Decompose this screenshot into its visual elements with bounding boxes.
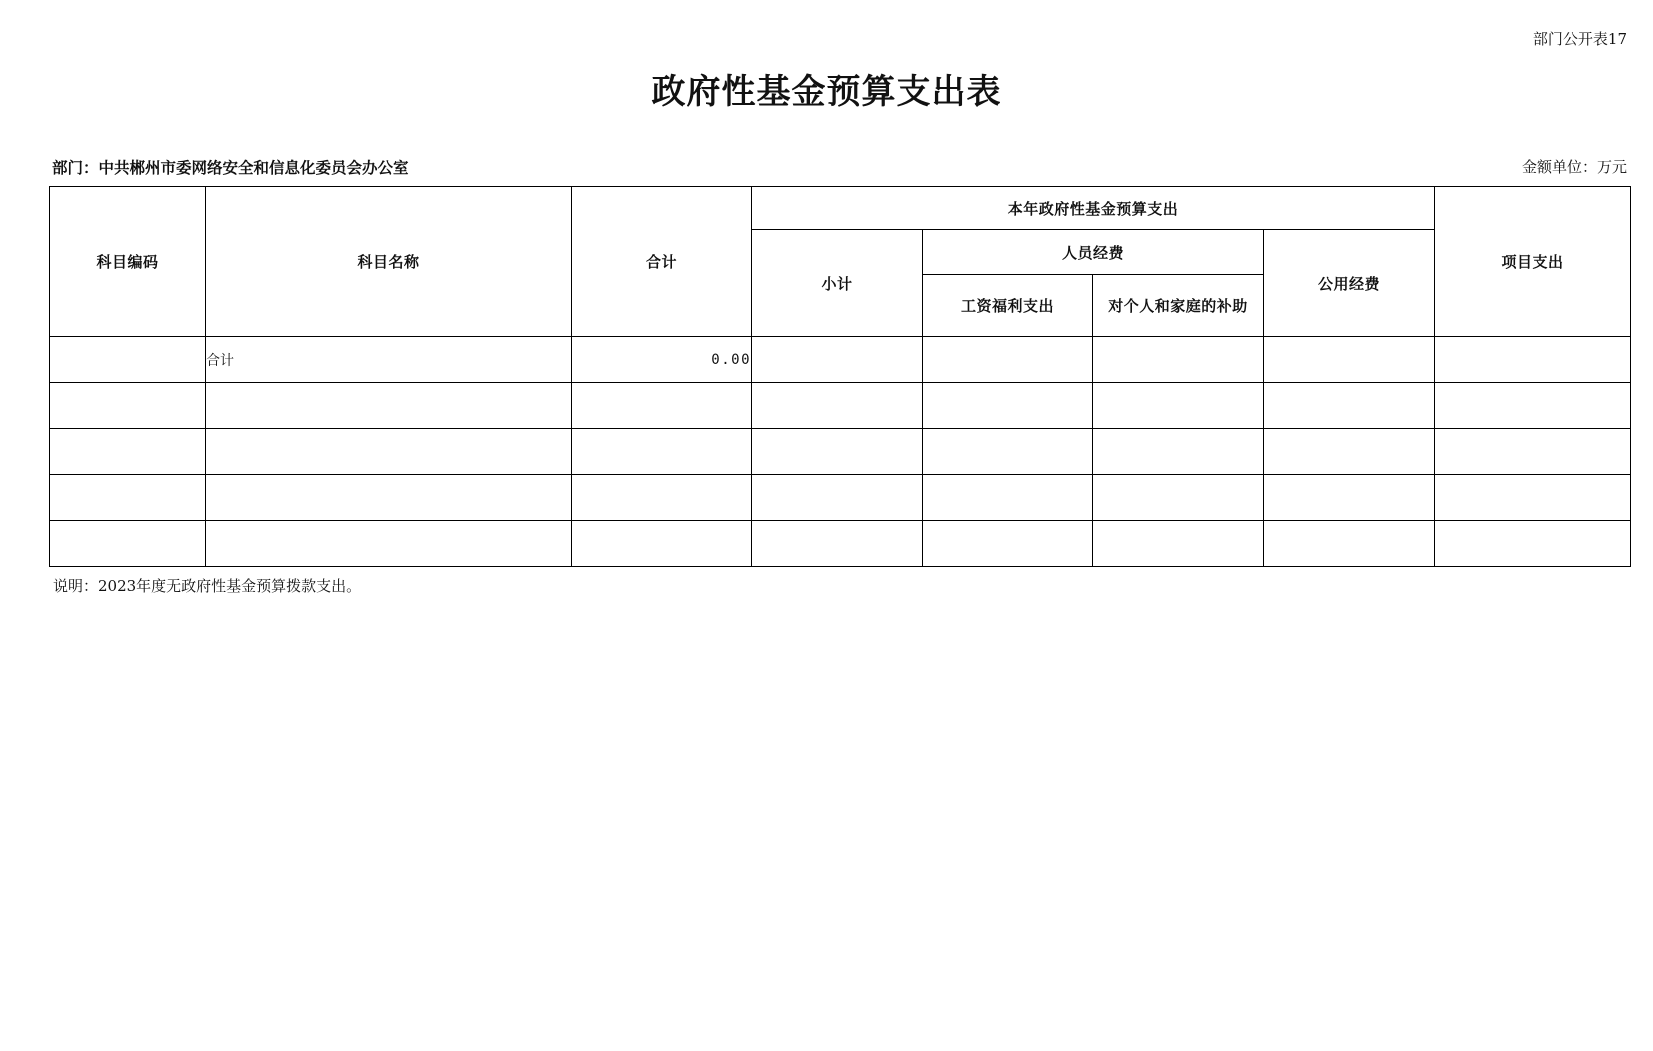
cell-subtotal	[752, 475, 923, 521]
cell-subtotal	[752, 337, 923, 383]
table-row	[50, 337, 1631, 383]
table-row	[50, 475, 1631, 521]
cell-wages	[923, 429, 1093, 475]
cell-name: 合计	[206, 337, 572, 383]
amount-unit-label: 金额单位：万元	[1521, 158, 1627, 176]
cell-subtotal	[752, 521, 923, 567]
header-current-year-group: 本年政府性基金预算支出	[752, 187, 1435, 230]
page-title: 政府性基金预算支出表	[651, 72, 1002, 112]
cell-wages	[923, 475, 1093, 521]
cell-public	[1264, 521, 1435, 567]
cell-subsidies	[1093, 429, 1264, 475]
cell-code	[50, 521, 206, 567]
cell-code	[50, 475, 206, 521]
table-row	[50, 521, 1631, 567]
cell-subsidies	[1093, 521, 1264, 567]
cell-name	[206, 383, 572, 429]
department-label: 部门：中共郴州市委网络安全和信息化委员会办公室	[52, 159, 409, 177]
cell-subtotal	[752, 383, 923, 429]
cell-project	[1435, 429, 1631, 475]
cell-subsidies	[1093, 475, 1264, 521]
cell-subsidies	[1093, 337, 1264, 383]
cell-code	[50, 429, 206, 475]
cell-total	[572, 475, 752, 521]
cell-total: 0.00	[572, 337, 752, 383]
cell-wages	[923, 337, 1093, 383]
cell-public	[1264, 383, 1435, 429]
cell-wages	[923, 383, 1093, 429]
table-row	[50, 429, 1631, 475]
header-personnel-group: 人员经费	[923, 230, 1264, 275]
cell-public	[1264, 429, 1435, 475]
header-subsidies: 对个人和家庭的补助	[1093, 275, 1264, 337]
cell-project	[1435, 475, 1631, 521]
cell-name	[206, 475, 572, 521]
cell-project	[1435, 521, 1631, 567]
form-number: 部门公开表17	[1532, 30, 1627, 48]
header-project: 项目支出	[1435, 187, 1631, 337]
cell-project	[1435, 383, 1631, 429]
header-code: 科目编码	[50, 187, 206, 337]
cell-project	[1435, 337, 1631, 383]
cell-public	[1264, 337, 1435, 383]
cell-subsidies	[1093, 383, 1264, 429]
cell-wages	[923, 521, 1093, 567]
header-subtotal: 小计	[752, 230, 923, 337]
cell-subtotal	[752, 429, 923, 475]
cell-total	[572, 429, 752, 475]
cell-total	[572, 383, 752, 429]
cell-public	[1264, 475, 1435, 521]
footnote: 说明：2023年度无政府性基金预算拨款支出。	[53, 577, 362, 595]
table-row	[50, 383, 1631, 429]
header-total: 合计	[572, 187, 752, 337]
header-wages: 工资福利支出	[923, 275, 1093, 337]
cell-code	[50, 337, 206, 383]
header-name: 科目名称	[206, 187, 572, 337]
cell-code	[50, 383, 206, 429]
cell-name	[206, 429, 572, 475]
budget-table	[49, 186, 1631, 567]
header-public: 公用经费	[1264, 230, 1435, 337]
cell-name	[206, 521, 572, 567]
cell-total	[572, 521, 752, 567]
